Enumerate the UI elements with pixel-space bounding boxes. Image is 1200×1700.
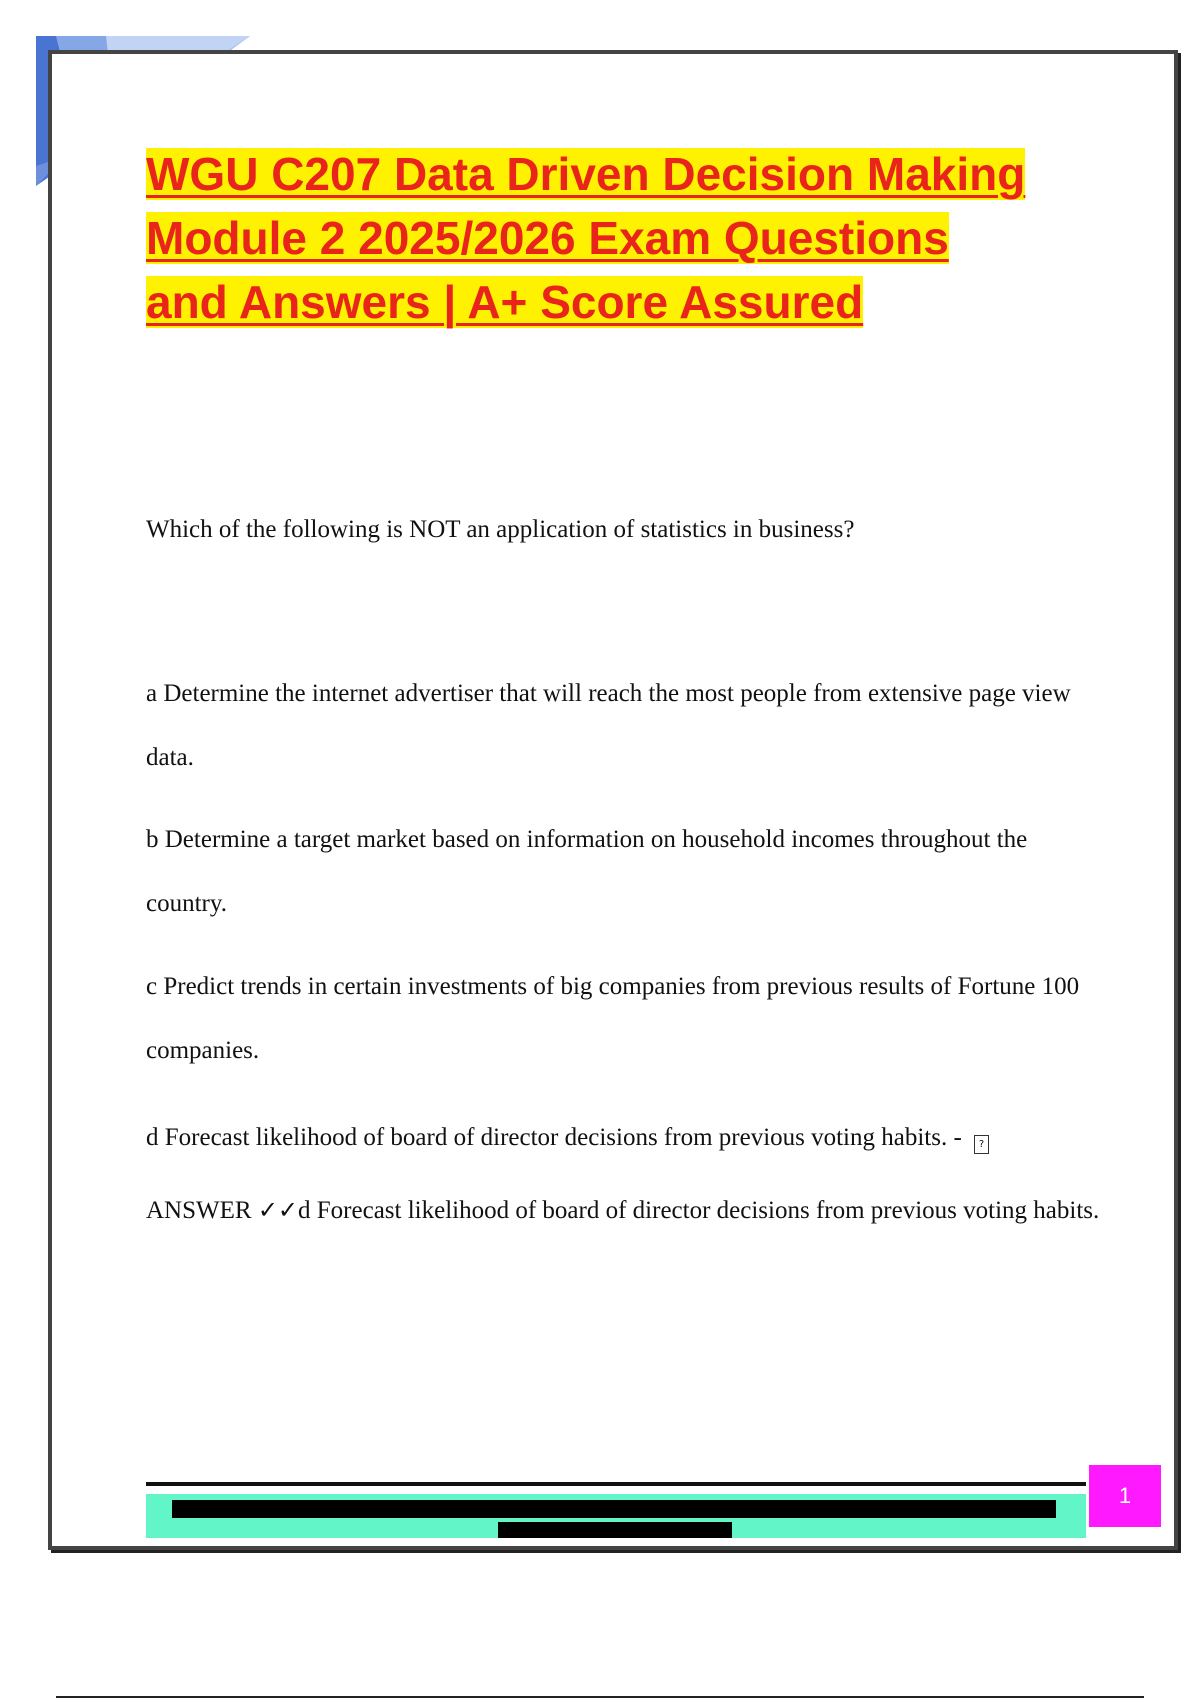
answer-text: d Forecast likelihood of board of director decisions from previous voting habits. xyxy=(298,1197,1100,1224)
footer-redaction-bar-2 xyxy=(498,1522,732,1538)
answer-label: ANSWER xyxy=(146,1197,258,1224)
option-c: c Predict trends in certain investments of big companies from previous results of Fortune 100 companies. xyxy=(146,973,1080,1064)
footer-rule xyxy=(146,1482,1086,1486)
option-a: a Determine the internet advertiser that will reach the most people from extensive page view data. xyxy=(146,680,1071,771)
option-b: b Determine a target market based on information on household incomes throughout the country. xyxy=(146,826,1028,917)
title-line-1: WGU C207 Data Driven Decision Making xyxy=(146,148,1026,200)
document-title xyxy=(146,142,1106,334)
double-check-icon: ✓✓ xyxy=(257,1196,299,1224)
bottom-rule xyxy=(56,1696,1144,1698)
title-line-3: and Answers | A+ Score Assured xyxy=(146,276,864,328)
title-line-2: Module 2 2025/2026 Exam Questions xyxy=(146,212,949,264)
missing-glyph-icon: ? xyxy=(974,1135,989,1154)
footer-bar xyxy=(146,1494,1086,1538)
page-number-badge: 1 xyxy=(1089,1465,1161,1527)
option-d-text: d Forecast likelihood of board of director decisions from previous voting habits. - xyxy=(146,1124,969,1151)
question-text: Which of the following is NOT an application of statistics in business? xyxy=(146,516,855,543)
option-d-with-answer xyxy=(146,1102,1106,1247)
footer-redaction-bar-1 xyxy=(172,1500,1056,1518)
corner-page-number: 1 xyxy=(82,58,92,77)
